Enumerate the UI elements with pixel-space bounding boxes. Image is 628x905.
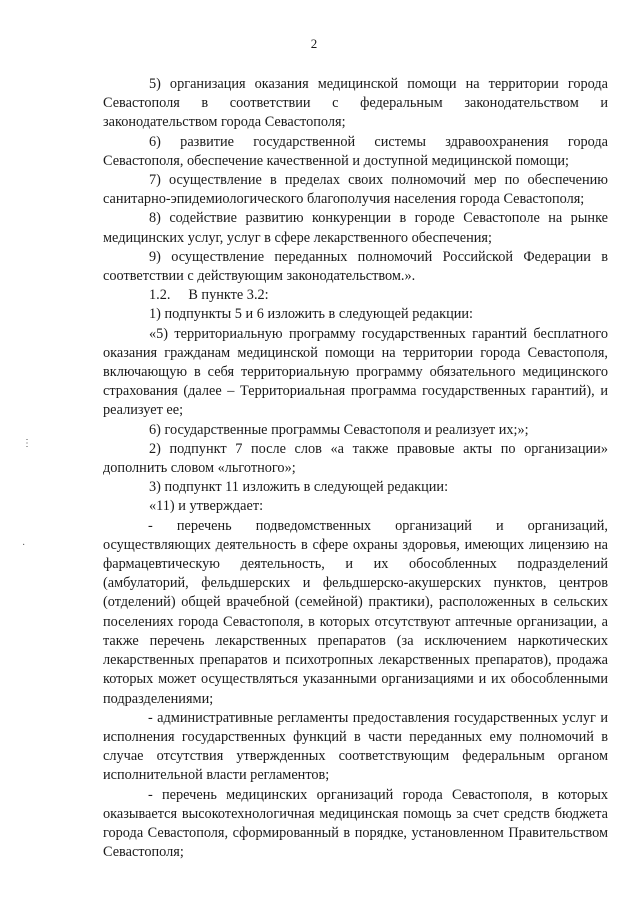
paragraph: 6) развитие государственной системы здравоохранения города Севастополя, обеспечение качественной и доступной медицинской помощи; bbox=[103, 133, 608, 169]
page-number: 2 bbox=[310, 36, 318, 51]
paragraph: 1) подпункты 5 и 6 изложить в следующей редакции: bbox=[149, 306, 473, 323]
paragraph: 7) осуществление в пределах своих полномочий мер по обеспечению санитарно-эпидемиологического благополучия населения города Севастополя; bbox=[103, 172, 608, 208]
paragraph: 6) государственные программы Севастополя и реализует их;»; bbox=[149, 421, 529, 438]
list-item: - перечень подведомственных организаций и организаций, осуществляющих деятельность в сфере охраны здоровья, имеющих лицензию на фармацевтическую деятельность, и их обособленных подразделений (амбулаторий, фельдшерских и фельдшерско-акушерских пунктов, центров (отделений) общей врачебной (семейной) практики), расположенных в сельских поселениях города Севастополя, в которых отсутствуют аптечные организации, а также перечень лекарственных препаратов (за исключением наркотических лекарственных препаратов и психотропных лекарственных препаратов), продажа которых может осуществляться указанными организациями и их обособленными подразделениями; bbox=[103, 517, 608, 707]
paragraph: «5) территориальную программу государственных гарантий бесплатного оказания гражданам медицинской помощи на территории города Севастополя, включающую в себя территориальную программу обязательного медицинского страхования (далее – Территориальная программа государственных гарантий), и реализует ее; bbox=[103, 325, 608, 419]
section-heading: 1.2. В пункте 3.2: bbox=[149, 287, 269, 304]
paragraph: 9) осуществление переданных полномочий Российской Федерации в соответствии с действующим законодательством.». bbox=[103, 248, 608, 285]
margin-mark: ⋮ bbox=[22, 438, 32, 449]
paragraph: 2) подпункт 7 после слов «а также правовые акты по организации» дополнить словом «льготного»; bbox=[103, 440, 608, 477]
paragraph: 8) содействие развитию конкуренции в городе Севастополе на рынке медицинских услуг, услуг в сфере лекарственного обеспечения; bbox=[103, 210, 608, 246]
list-item: - перечень медицинских организаций города Севастополя, в которых оказывается высокотехнологичная медицинская помощь за счет средств бюджета города Севастополя, сформированный в порядке, установленном Правительством Севастополя; bbox=[103, 786, 608, 861]
document-body bbox=[103, 75, 608, 862]
paragraph: 5) организация оказания медицинской помощи на территории города Севастополя в соответствии с федеральным законодательством и законодательством города Севастополя; bbox=[103, 76, 608, 131]
margin-mark: · bbox=[22, 540, 26, 551]
list-item: - административные регламенты предоставления государственных услуг и исполнения государственных функций в части переданных ему полномочий в случае отсутствия утвержденных соответствующим федеральным органом исполнительной власти регламентов; bbox=[103, 709, 608, 784]
paragraph: 3) подпункт 11 изложить в следующей редакции: bbox=[149, 479, 449, 496]
paragraph: «11) и утверждает: bbox=[149, 498, 264, 515]
